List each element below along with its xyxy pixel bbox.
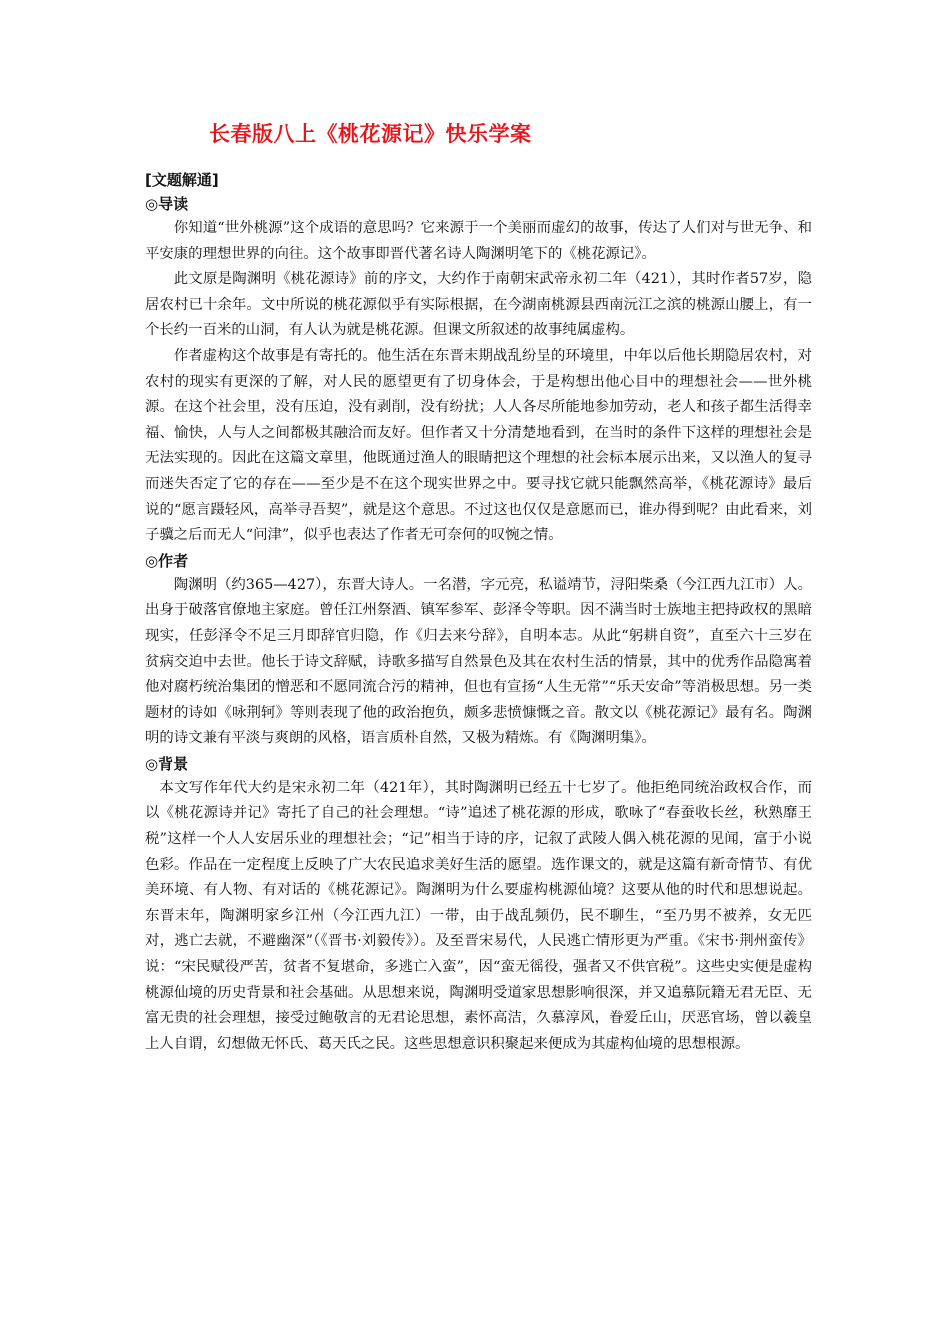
beijing-label: ◎背景 — [145, 754, 189, 773]
section-heading: [文题解通] — [145, 171, 219, 189]
zuozhe-paragraph: 陶渊明（约365—427），东晋大诗人。一名潜，字元亮，私谥靖节，浔阳柴桑（今江西九江市）人。出身于破落官僚地主家庭。曾任江州祭酒、镇军参军、彭泽令等职。因不满当时士族地主把持政权的黑暗现实，任彭泽令不足三月即辞官归隐，作《归去来兮辞》，自明本志。从此“躬耕自资”，直至六十三岁在贫病交迫中去世。他长于诗文辞赋，诗歌多描写自然景色及其在农村生活的情景，其中的优秀作品隐寓着他对腐朽统治集团的憎恶和不愿同流合污的精神，但也有宣扬“人生无常”“乐天安命”等消极思想。另一类题材的诗如《咏荆轲》等则表现了他的政治抱负，颇多悲愤慷慨之音。散文以《桃花源记》最有名。陶渊明的诗文兼有平淡与爽朗的风格，语言质朴自然，又极为精炼。有《陶渊明集》。 — [145, 576, 812, 747]
daodu-paragraph: 你知道“世外桃源”这个成语的意思吗？它来源于一个美丽而虚幻的故事，传达了人们对与世无争、和平安康的理想世界的向往。这个故事即晋代著名诗人陶渊明笔下的《桃花源记》。 — [145, 220, 812, 262]
daodu-paragraph: 作者虚构这个故事是有寄托的。他生活在东晋末期战乱纷呈的环境里，中年以后他长期隐居农村，对农村的现实有更深的了解，对人民的愿望更有了切身体会，于是构想出他心目中的理想社会——世外桃源。在这个社会里，没有压迫，没有剥削，没有纷扰；人人各尽所能地参加劳动，老人和孩子都生活得幸福、愉快，人与人之间都极其融洽而友好。但作者又十分清楚地看到，在当时的条件下这样的理想社会是无法实现的。因此在这篇文章里，他既通过渔人的眼睛把这个理想的社会标本展示出来，又以渔人的复寻而迷失否定了它的存在——至少是不在这个现实世界之中。要寻找它就只能飘然高举，《桃花源诗》最后说的“愿言蹑轻风，高举寻吾契”，就是这个意思。不过这也仅仅是意愿而已，谁办得到呢？由此看来，刘子骥之后而无人“问津”，似乎也表达了作者无可奈何的叹惋之情。 — [145, 347, 812, 544]
zuozhe-label: ◎作者 — [145, 551, 189, 570]
document-title: 长春版八上《桃花源记》快乐学案 — [209, 122, 532, 146]
beijing-paragraph: 本文写作年代大约是宋永初二年（421年），其时陶渊明已经五十七岁了。他拒绝同统治政权合作，而以《桃花源诗并记》寄托了自己的社会理想。“诗”追述了桃花源的形成，歌咏了“春蚕收长丝，秋熟靡王税”这样一个人人安居乐业的理想社会；“记”相当于诗的序，记叙了武陵人偶入桃花源的见闻，富于小说色彩。作品在一定程度上反映了广大农民追求美好生活的愿望。选作课文的，就是这篇有新奇情节、有优美环境、有人物、有对话的《桃花源记》。陶渊明为什么要虚构桃源仙境？这要从他的时代和思想说起。东晋末年，陶渊明家乡江州（今江西九江）一带，由于战乱频仍，民不聊生，“至乃男不被养，女无匹对，逃亡去就，不避幽深”（《晋书·刘毅传》）。及至晋宋易代，人民逃亡情形更为严重。《宋书·荆州蛮传》说：“宋民赋役严苦，贫者不复堪命，多逃亡入蛮”，因“蛮无徭役，强者又不供官税”。这些史实便是虚构桃源仙境的历史背景和社会基础。从思想来说，陶渊明受道家思想影响很深，并又追慕阮籍无君无臣、无富无贵的社会理想，接受过鲍敬言的无君论思想，素怀高洁，久慕淳风，眷爱丘山，厌恶官场，曾以羲皇上人自谓，幻想做无怀氏、葛天氏之民。这些思想意识积聚起来便成为其虚构仙境的思想根源。 — [145, 779, 812, 1052]
daodu-paragraph: 此文原是陶渊明《桃花源诗》前的序文，大约作于南朝宋武帝永初二年（421），其时作者57岁，隐居农村已十余年。文中所说的桃花源似乎有实际根据，在今湖南桃源县西南沅江之滨的桃源山腰上，有一个长约一百米的山洞，有人认为就是桃花源。但课文所叙述的故事纯属虚构。 — [145, 271, 812, 339]
daodu-label: ◎导读 — [145, 195, 189, 213]
document-page — [145, 118, 812, 1057]
